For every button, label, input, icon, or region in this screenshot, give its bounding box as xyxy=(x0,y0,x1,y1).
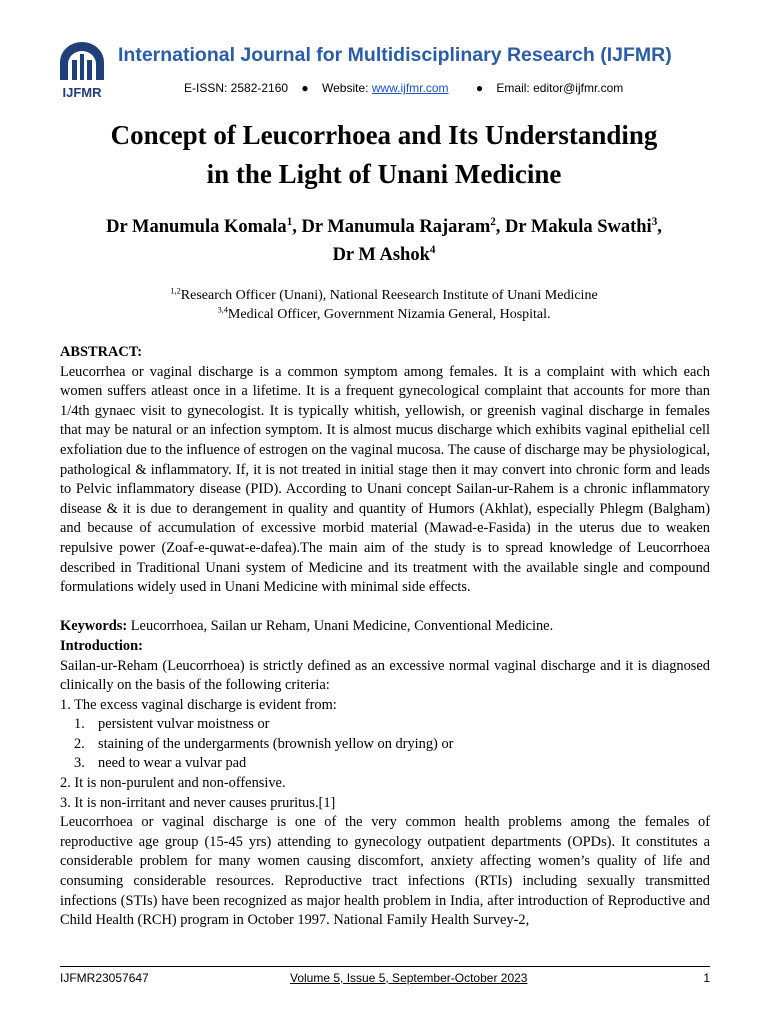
affiliation-text: Research Officer (Unani), National Reesearch Institute of Unani Medicine xyxy=(180,288,598,303)
authors-line-1 xyxy=(40,213,728,241)
abstract-heading: ABSTRACT: xyxy=(60,344,143,360)
logo-pillar-left xyxy=(72,60,77,80)
affiliation-text: Medical Officer, Government Nizamia General, Hospital. xyxy=(227,307,551,322)
intro-para-2: Leucorrhoea or vaginal discharge is one of the very common health problems among the females of reproductive age group (15-45 yrs) attending to gynecology outpatient departments (OPDs). It constitutes a considerable problem for many women causing discomfort, anxiety affecting women’s quality of life and consuming considerable resources. Reproductive tract infections (RTIs) including sexually transmitted infections (STIs) have been recognized as major health problem in India, after introduction of Reproductive and Child Health (RCH) program in October 1997. National Family Health Survey-2, xyxy=(60,814,710,929)
keywords-text: Leucorrhoea, Sailan ur Reham, Unani Medicine, Conventional Medicine. xyxy=(130,618,554,635)
author-name: Dr Manumula Rajaram xyxy=(301,217,491,237)
affiliation-sup: 1,2 xyxy=(170,286,181,296)
journal-meta xyxy=(184,81,623,95)
journal-name: International Journal for Multidisciplinary Research xyxy=(118,44,595,66)
criterion-2: 2. It is non-purulent and non-offensive. xyxy=(60,775,286,792)
logo-text: IJFMR xyxy=(62,85,102,100)
criterion-3: 3. It is non-irritant and never causes pruritus.[1] xyxy=(60,794,336,811)
logo-pillar-center xyxy=(80,54,84,80)
keywords-label: Keywords: xyxy=(60,618,128,635)
author-sup: 1 xyxy=(286,215,293,228)
affiliation xyxy=(40,286,728,305)
eissn: E-ISSN: 2582-2160 xyxy=(184,81,289,95)
list-item xyxy=(60,715,710,735)
author-sep: , xyxy=(495,217,506,237)
criterion-1: 1. The excess vaginal discharge is evident from: xyxy=(60,696,337,713)
author-sup: 2 xyxy=(490,215,496,228)
authors-line-2 xyxy=(40,241,728,269)
list-item-number: 3. xyxy=(74,755,85,772)
list-item-text: staining of the undergarments (brownish yellow on drying) or xyxy=(98,735,454,752)
list-item-number: 1. xyxy=(74,716,85,733)
journal-abbrev: (IJFMR) xyxy=(600,44,672,66)
page-footer xyxy=(60,971,710,987)
list-item xyxy=(60,735,710,755)
intro-para-1: Sailan-ur-Reham (Leucorrhoea) is strictly defined as an excessive normal vaginal discharge and it is diagnosed clinically on the basis of the following criteria: xyxy=(60,657,710,694)
author-sup: 3 xyxy=(651,215,658,228)
author-sep: , xyxy=(292,217,302,237)
article-id: IJFMR23057647 xyxy=(60,971,149,985)
list-item xyxy=(60,754,710,774)
author-name: Dr Makula Swathi xyxy=(505,217,652,237)
affiliations xyxy=(40,286,728,324)
author-sup: 4 xyxy=(429,243,436,256)
list-item-text: need to wear a vulvar pad xyxy=(98,755,247,772)
title-line-2: in the Light of Unani Medicine xyxy=(206,159,562,189)
paper-title xyxy=(40,116,728,194)
author-name: Dr Manumula Komala xyxy=(106,217,287,237)
author-sep: , xyxy=(657,217,662,237)
author-name: Dr M Ashok xyxy=(332,245,430,265)
journal-title xyxy=(118,44,738,67)
email: Email: editor@ijfmr.com xyxy=(496,81,624,95)
introduction-heading: Introduction: xyxy=(60,637,143,654)
ijfmr-logo xyxy=(56,40,108,100)
website-label: Website: xyxy=(322,81,369,95)
abstract-text: Leucorrhea or vaginal discharge is a common symptom among females. It is a complaint with which each women suffers atleast once in a lifetime. It is a frequent gynecological complaint that accounts for more than 1/4th gynaec visit to gynecologist. It is typically whitish, yellowish, or greenish vaginal discharge in females that may be natural or an infection symptom. It is almost mucus discharge which exhibits vaginal epithelial cell exfoliation due to the influence of estrogen on the vaginal mucosa. The cause of discharge may be physiological, pathological & inflammatory. If, it is not treated in initial stage then it may convert into chronic form and leads to Pelvic inflammatory disease (PID). According to Unani concept Sailan-ur-Rahem is a chronic inflammatory disease & it is due to derangement in quality and quantity of Humors (Akhlat), especially Phlegm (Balgham) and because of accumulation of excessive morbid material (Mawad-e-Fasida) in the uterus due to weaken repulsive power (Zoaf-e-quwat-e-dafea).The main aim of the study is to spread knowledge of Leucorrhoea described in Traditional Unani system of Medicine and its treatment with the available single and compound formulations widely used in Unani Medicine with minimal side effects. xyxy=(60,363,710,596)
affiliation-sup: 3,4 xyxy=(217,305,228,315)
keywords xyxy=(60,617,710,637)
page-number: 1 xyxy=(703,971,710,985)
website-link[interactable]: www.ijfmr.com xyxy=(371,81,449,95)
affiliation xyxy=(40,305,728,324)
body-text xyxy=(60,343,710,931)
logo-pillar-right xyxy=(87,60,92,80)
authors xyxy=(40,213,728,269)
footer-divider xyxy=(60,966,710,967)
title-line-1: Concept of Leucorrhoea and Its Understanding xyxy=(110,120,658,150)
bullet-icon: ● xyxy=(301,81,309,95)
list-item-text: persistent vulvar moistness or xyxy=(98,716,270,733)
volume-info[interactable]: Volume 5, Issue 5, September-October 2023 xyxy=(290,971,528,985)
bullet-icon: ● xyxy=(475,81,484,95)
list-item-number: 2. xyxy=(74,735,85,752)
